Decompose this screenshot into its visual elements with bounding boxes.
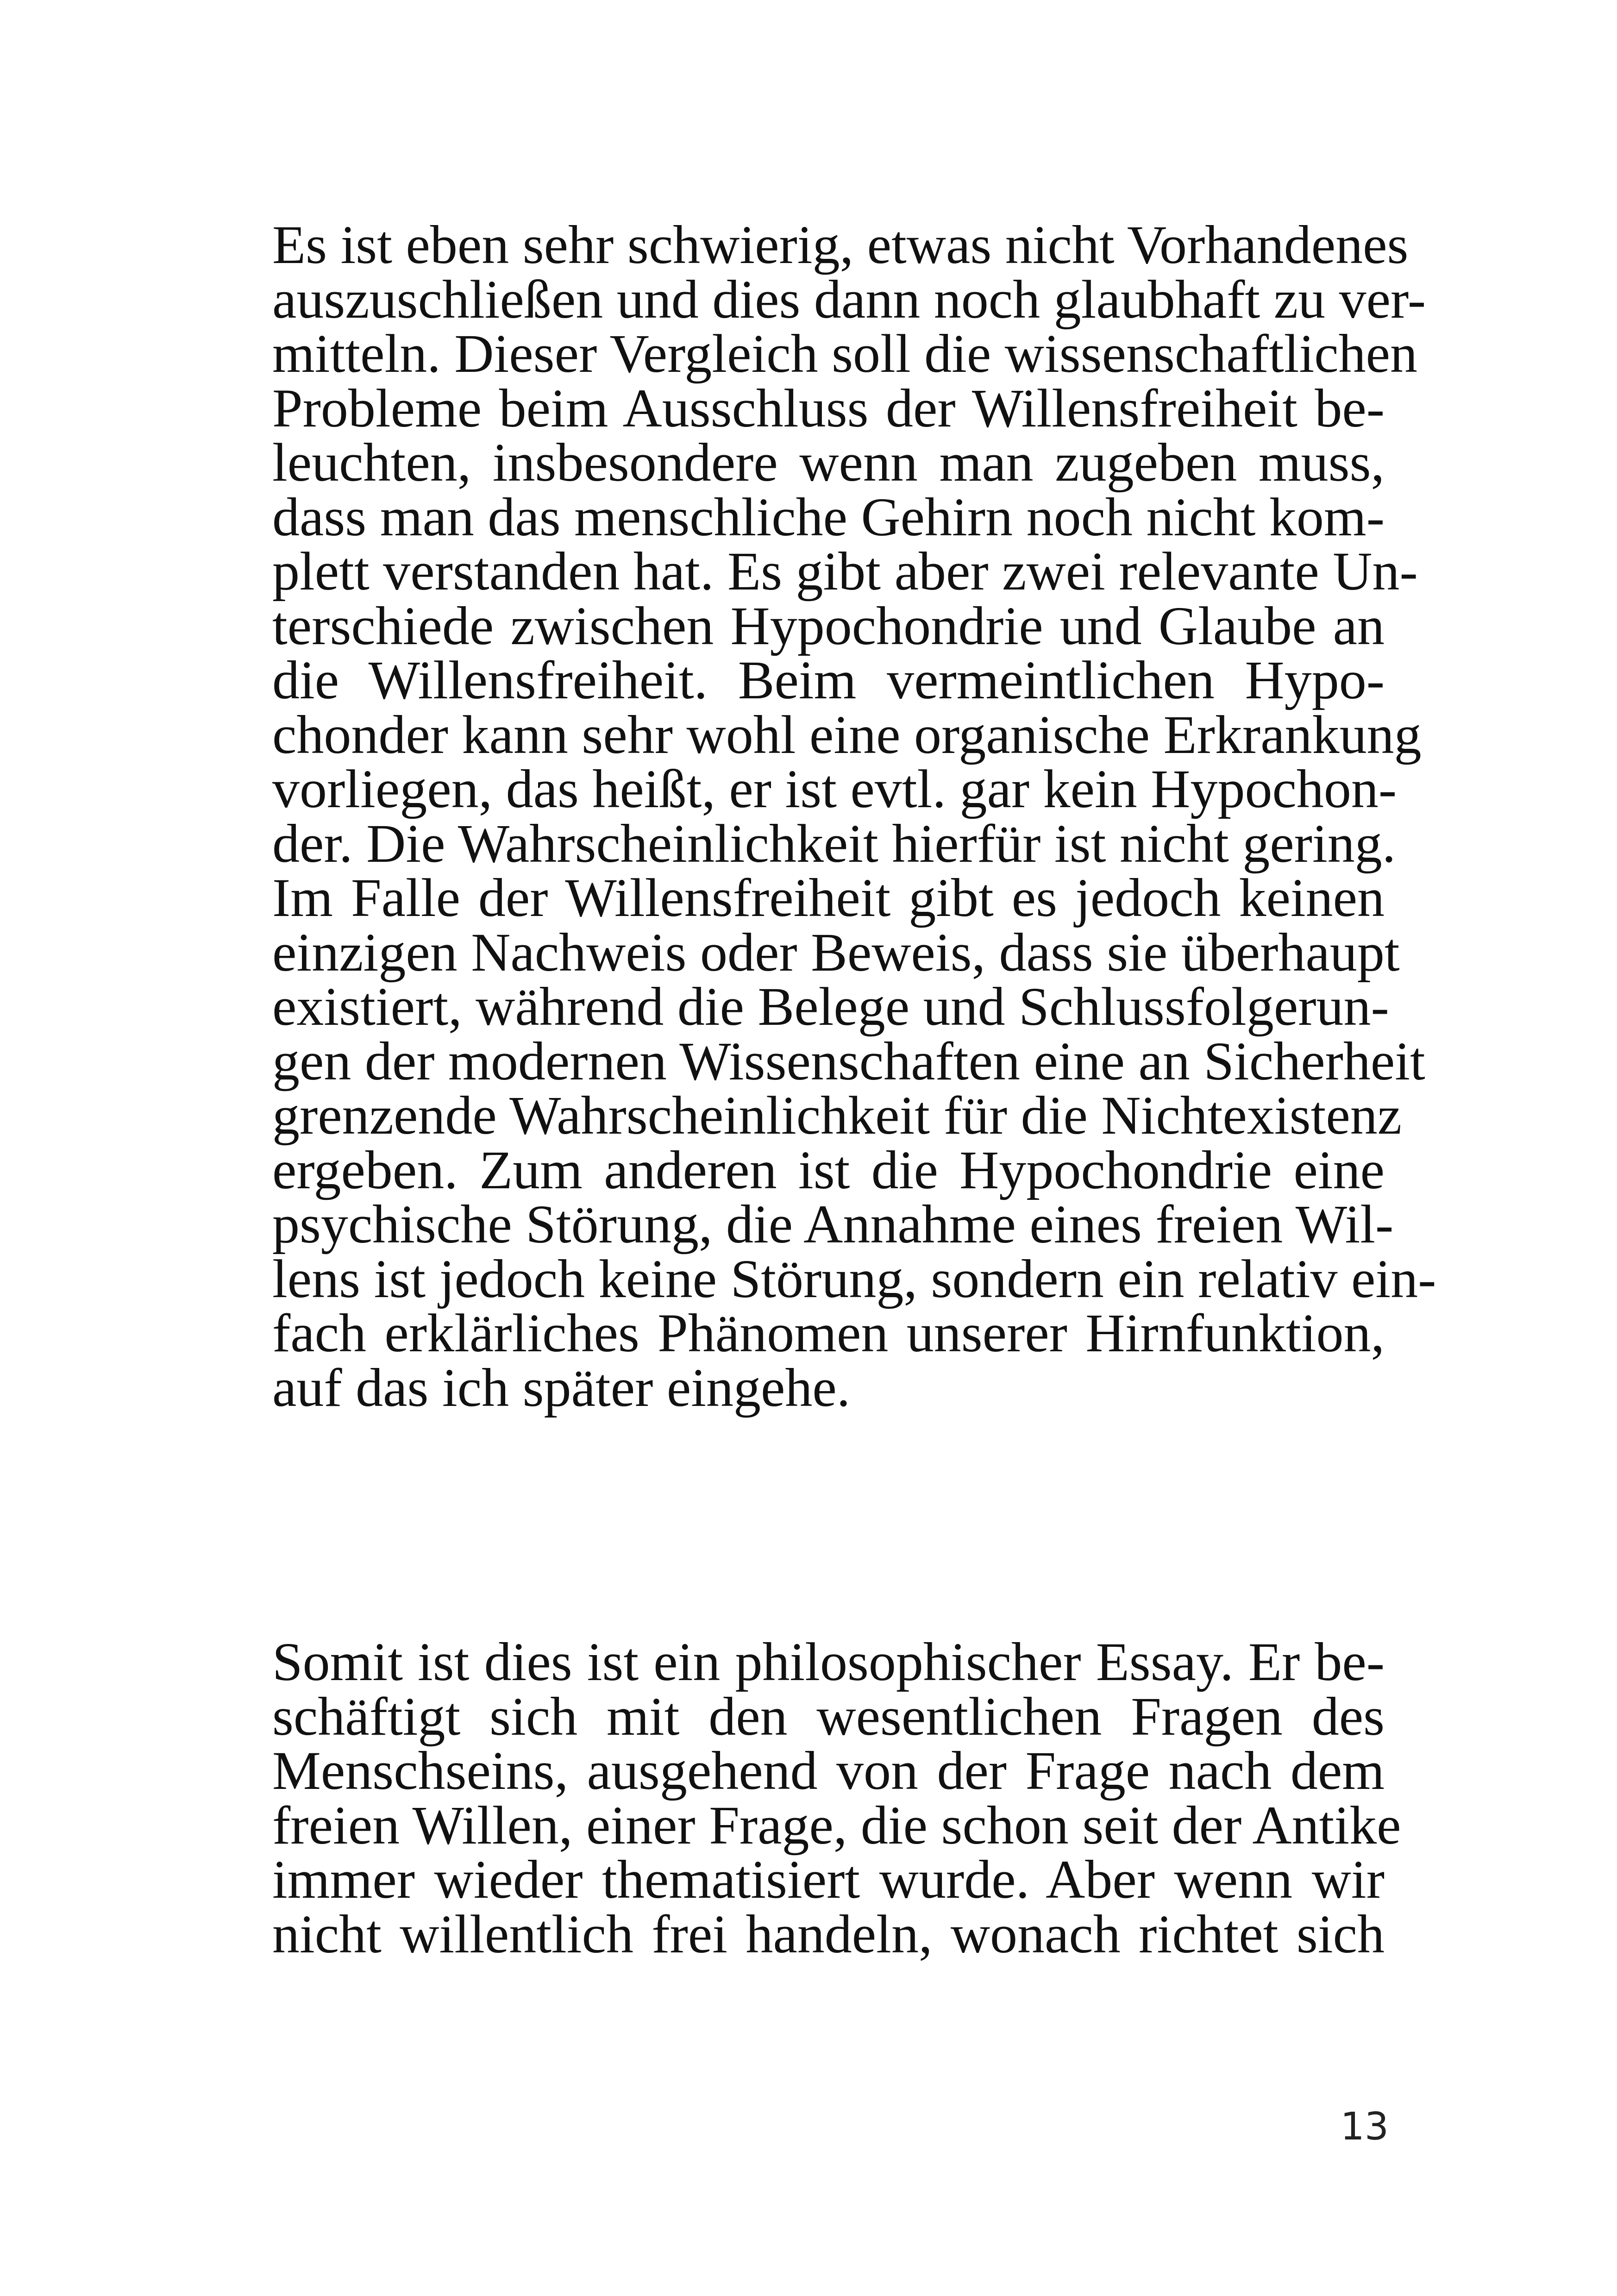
text-line: leuchten, insbesondere wenn man zugeben muss, <box>272 432 1385 493</box>
text-line: dass man das menschliche Gehirn noch nicht kom- <box>272 486 1385 547</box>
text-line: vorliegen, das heißt, er ist evtl. gar kein Hypochon- <box>272 759 1397 819</box>
text-line: auszuschließen und dies dann noch glaubhaft zu ver- <box>272 269 1426 330</box>
text-line: einzigen Nachweis oder Beweis, dass sie überhaupt <box>272 922 1400 983</box>
text-line: existiert, während die Belege und Schlussfolgerun- <box>272 976 1389 1037</box>
text-line: Im Falle der Willensfreiheit gibt es jedoch keinen <box>272 867 1385 928</box>
text-line: auf das ich später eingehe. <box>272 1357 851 1418</box>
text-line: terschiede zwischen Hypochondrie und Glaube an <box>272 595 1385 656</box>
text-line: die Willensfreiheit. Beim vermeintlichen Hypo- <box>272 650 1385 710</box>
text-line: plett verstanden hat. Es gibt aber zwei relevante Un- <box>272 541 1418 602</box>
text-line: psychische Störung, die Annahme eines freien Wil- <box>272 1194 1394 1255</box>
text-line: ergeben. Zum anderen ist die Hypochondrie eine <box>272 1139 1385 1200</box>
text-line: Somit ist dies ist ein philosophischer Essay. Er be- <box>272 1631 1385 1692</box>
text-line: gen der modernen Wissenschaften eine an Sicherheit <box>272 1030 1425 1092</box>
paragraph-1 <box>272 214 1436 1418</box>
text-line: grenzende Wahrscheinlichkeit für die Nichtexistenz <box>272 1085 1402 1146</box>
text-line: mitteln. Dieser Vergleich soll die wissenschaftlichen <box>272 323 1418 384</box>
text-line: Es ist eben sehr schwierig, etwas nicht Vorhandenes <box>272 214 1409 275</box>
text-line: lens ist jedoch keine Störung, sondern ein relativ ein- <box>272 1248 1436 1309</box>
text-line: der. Die Wahrscheinlichkeit hierfür ist nicht gering. <box>272 813 1396 874</box>
text-line: Probleme beim Ausschluss der Willensfreiheit be- <box>272 377 1385 439</box>
text-line: schäftigt sich mit den wesentlichen Fragen des <box>272 1686 1385 1747</box>
text-line: fach erklärliches Phänomen unserer Hirnfunktion, <box>272 1303 1385 1363</box>
page-number: 13 <box>1340 2105 1389 2149</box>
text-line: nicht willentlich frei handeln, wonach richtet sich <box>272 1903 1385 1964</box>
text-line: immer wieder thematisiert wurde. Aber wenn wir <box>272 1849 1385 1910</box>
text-line: chonder kann sehr wohl eine organische Erkrankung <box>272 704 1422 765</box>
text-line: freien Willen, einer Frage, die schon seit der Antike <box>272 1794 1401 1856</box>
text-line: Menschseins, ausgehend von der Frage nach dem <box>272 1740 1385 1801</box>
paragraph-2 <box>272 1631 1401 1964</box>
